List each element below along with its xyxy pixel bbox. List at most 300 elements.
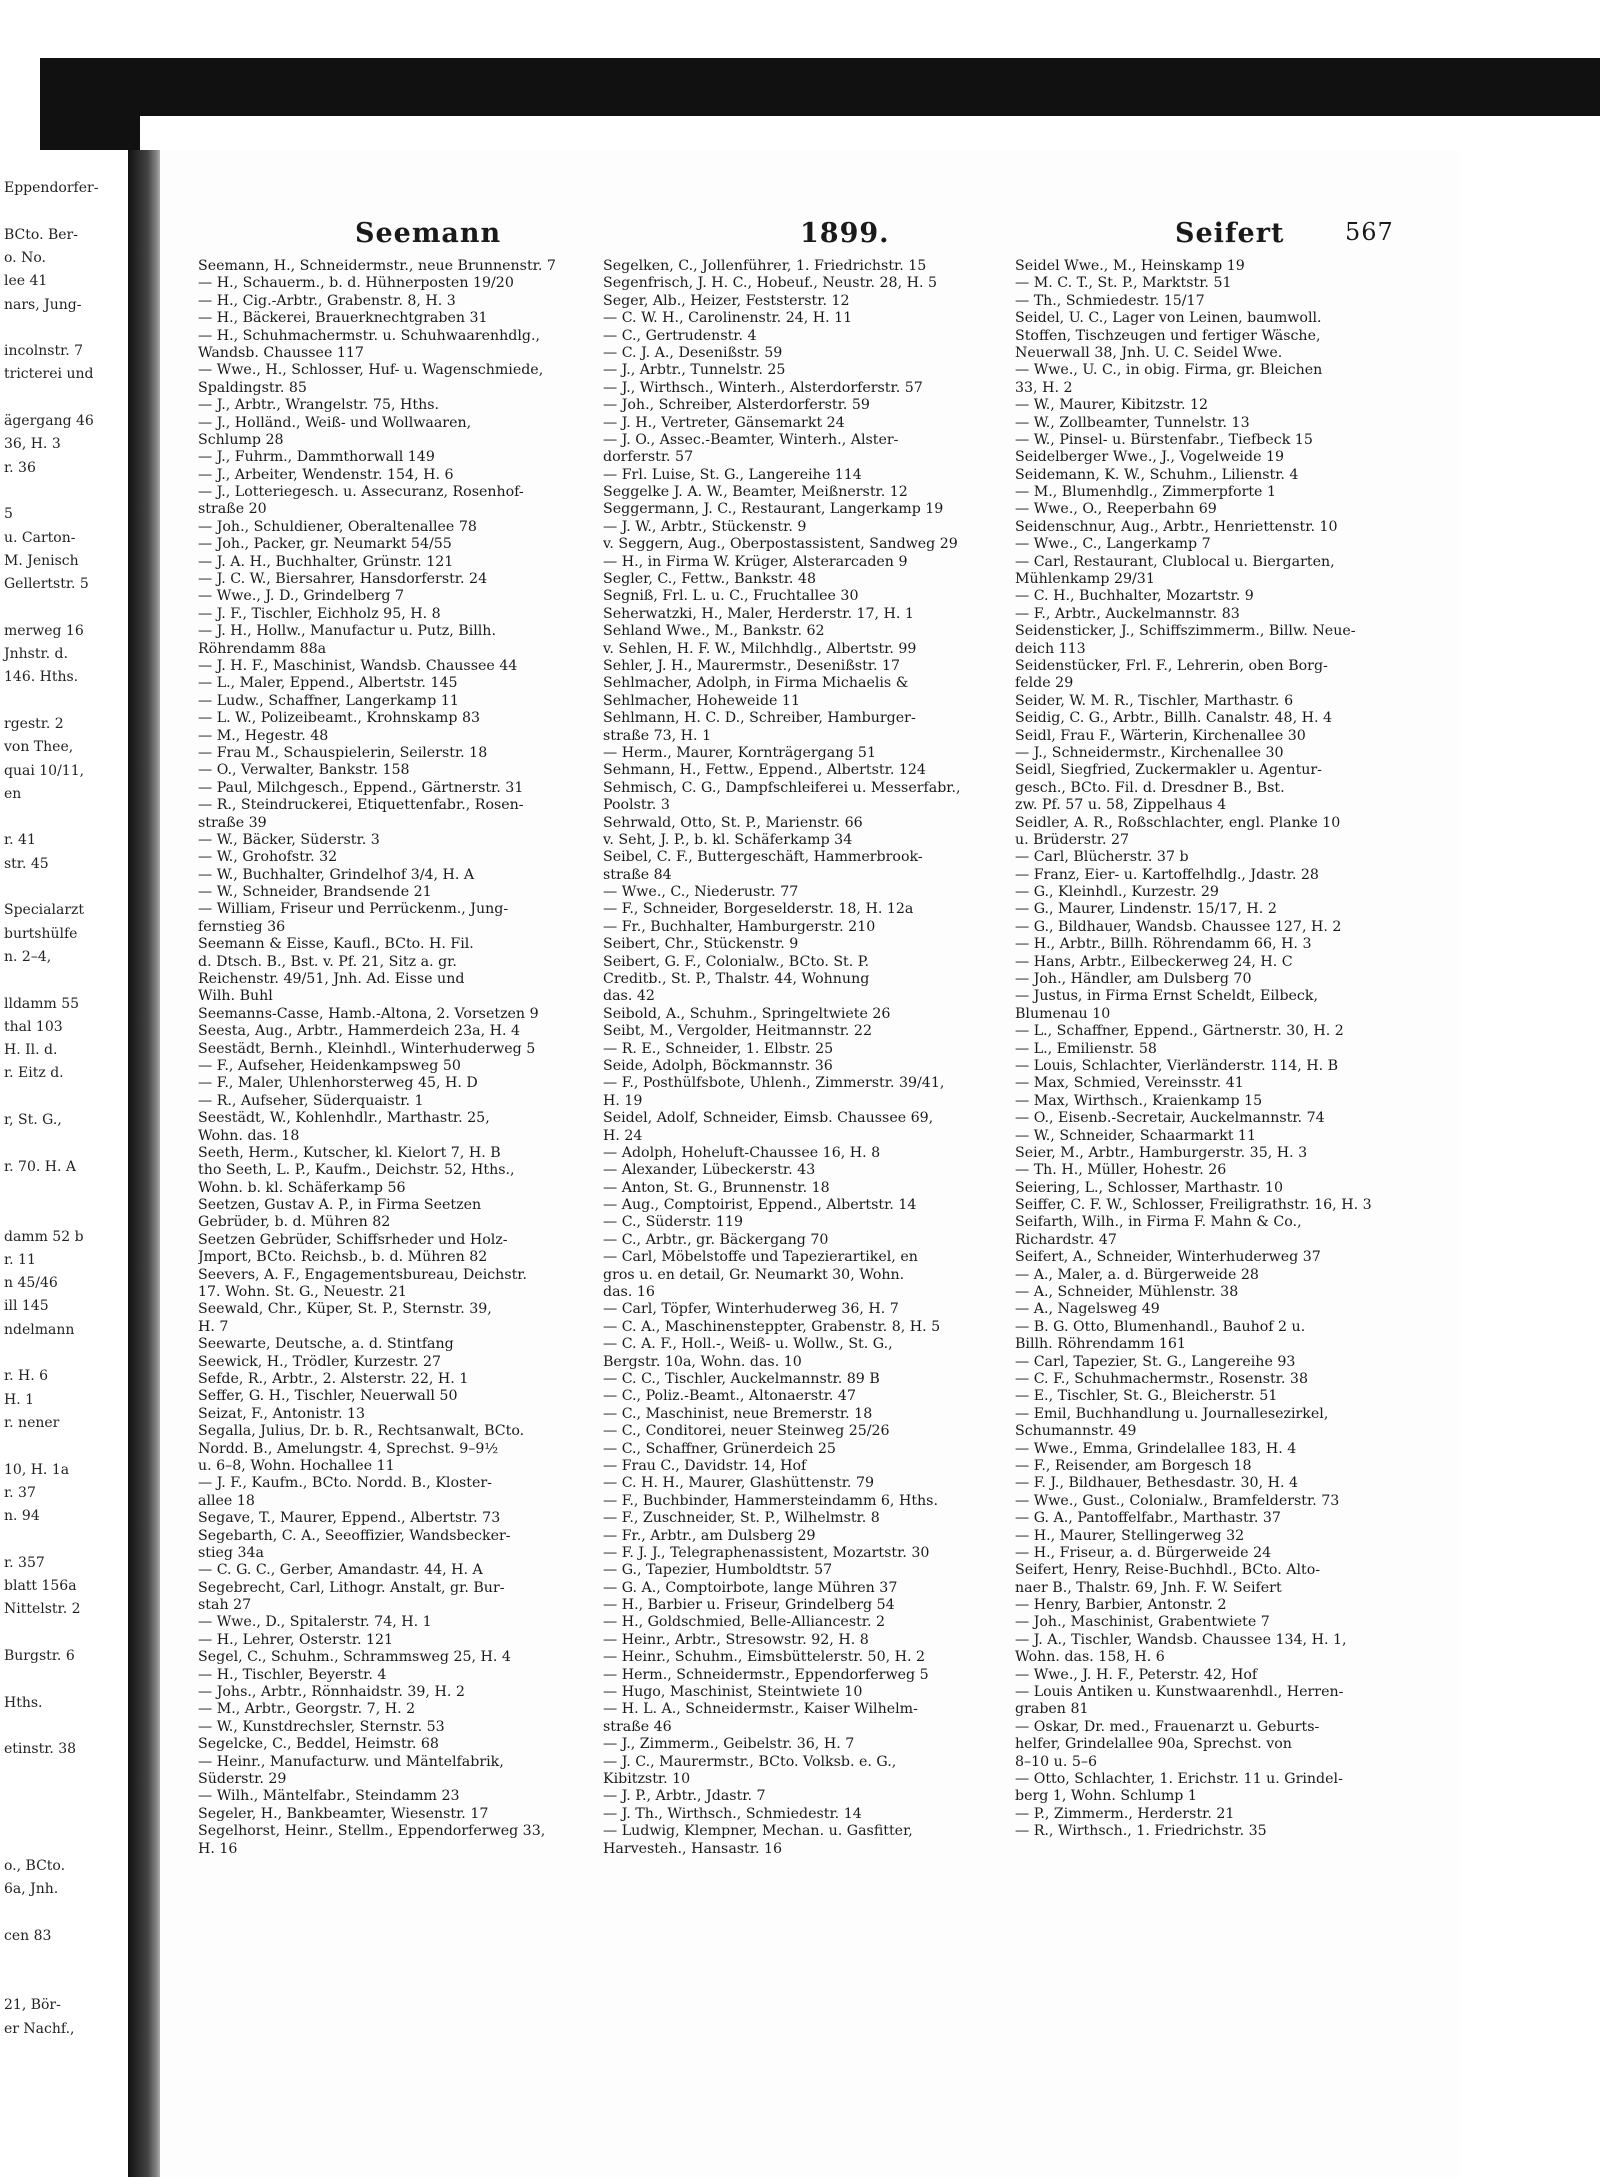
directory-entry-line: — W., Maurer, Kibitzstr. 12 — [1015, 397, 1209, 414]
left-page-text-fragment: H. Il. d. — [4, 1042, 58, 1059]
directory-entry-line: — Hugo, Maschinist, Steintwiete 10 — [603, 1684, 863, 1701]
directory-entry-line: Segler, C., Fettw., Bankstr. 48 — [603, 571, 817, 588]
directory-entry-line: — Max, Wirthsch., Kraienkamp 15 — [1015, 1092, 1263, 1109]
directory-entry-line: Seewarte, Deutsche, a. d. Stintfang — [198, 1336, 454, 1353]
directory-entry-line: Seiering, L., Schlosser, Marthastr. 10 — [1015, 1179, 1283, 1196]
directory-entry-line: Seifert, Henry, Reise-Buchhdl., BCto. Alto- — [1015, 1562, 1321, 1579]
directory-entry-line: Seizat, F., Antonistr. 13 — [198, 1405, 366, 1422]
directory-entry-line: — J. H. F., Maschinist, Wandsb. Chaussee 44 — [198, 657, 518, 674]
directory-entry-line: Seifarth, Wilh., in Firma F. Mahn & Co., — [1015, 1214, 1302, 1231]
directory-entry-line: berg 1, Wohn. Schlump 1 — [1015, 1788, 1197, 1805]
directory-entry-line: gesch., BCto. Fil. d. Dresdner B., Bst. — [1015, 779, 1285, 796]
directory-entry-line: Seidenschnur, Aug., Arbtr., Henriettenstr. 10 — [1015, 518, 1338, 535]
directory-entry-line: — E., Tischler, St. G., Bleicherstr. 51 — [1015, 1388, 1278, 1405]
left-page-text-fragment: merweg 16 — [4, 622, 84, 639]
directory-entry-line: — Emil, Buchhandlung u. Journallesezirkel, — [1015, 1405, 1329, 1422]
directory-entry-line: u. 6–8, Wohn. Hochallee 11 — [198, 1457, 395, 1474]
directory-entry-line: Seewick, H., Trödler, Kurzestr. 27 — [198, 1353, 442, 1370]
left-page-text-fragment: u. Carton- — [4, 529, 76, 546]
directory-entry-line: Seetzen, Gustav A. P., in Firma Seetzen — [198, 1197, 482, 1214]
directory-entry-line: — Herm., Schneidermstr., Eppendorferweg 5 — [603, 1666, 929, 1683]
directory-entry-line: Seier, M., Arbtr., Hamburgerstr. 35, H. 3 — [1015, 1144, 1308, 1161]
directory-entry-line: — J. H., Hollw., Manufactur u. Putz, Billh. — [198, 623, 496, 640]
directory-entry-line: Segalla, Julius, Dr. b. R., Rechtsanwalt, BCto. — [198, 1423, 525, 1440]
directory-entry-line: — Alexander, Lübeckerstr. 43 — [603, 1162, 816, 1179]
directory-entry-line: — H., Schauerm., b. d. Hühnerposten 19/20 — [198, 275, 514, 292]
directory-entry-line: — R., Aufseher, Süderquaistr. 1 — [198, 1092, 424, 1109]
directory-entry-line: H. 7 — [198, 1318, 229, 1335]
directory-entry-line: — W., Pinsel- u. Bürstenfabr., Tiefbeck 15 — [1015, 431, 1313, 448]
directory-entry-line: — F., Aufseher, Heidenkampsweg 50 — [198, 1057, 461, 1074]
left-page-text-fragment: M. Jenisch — [4, 552, 79, 569]
directory-entry-line: straße 39 — [198, 814, 267, 831]
directory-entry-line: Seibt, M., Vergolder, Heitmannstr. 22 — [603, 1023, 872, 1040]
directory-entry-line: straße 84 — [603, 866, 672, 883]
left-page-text-fragment: Hths. — [4, 1694, 43, 1711]
left-page-text-fragment: Jnhstr. d. — [4, 646, 68, 662]
directory-entry-line: — F., Schneider, Borgeselderstr. 18, H. 12a — [603, 901, 914, 918]
directory-entry-line: Segenfrisch, J. H. C., Hobeuf., Neustr. 28, H. 5 — [603, 275, 938, 292]
header-left-keyword: Seemann — [355, 218, 502, 249]
directory-entry-line: — Fr., Arbtr., am Dulsberg 29 — [603, 1527, 816, 1544]
directory-entry-line: — J. O., Assec.-Beamter, Winterh., Alster- — [603, 431, 899, 448]
directory-entry-line: straße 46 — [603, 1718, 672, 1735]
directory-entry-line: Segave, T., Maurer, Eppend., Albertstr. 73 — [198, 1510, 501, 1527]
directory-entry-line: Segelcke, C., Beddel, Heimstr. 68 — [198, 1736, 439, 1753]
left-page-text-fragment: nars, Jung- — [4, 296, 82, 313]
directory-entry-line: Segelhorst, Heinr., Stellm., Eppendorferweg 33, — [198, 1823, 546, 1840]
directory-entry-line: — J. Th., Wirthsch., Schmiedestr. 14 — [603, 1805, 862, 1822]
directory-entry-line: — Adolph, Hoheluft-Chaussee 16, H. 8 — [603, 1144, 881, 1161]
left-page-text-fragment: Specialarzt — [4, 902, 85, 919]
directory-entry-line: — Wwe., C., Langerkamp 7 — [1015, 536, 1211, 553]
directory-entry-line: — Ludw., Schaffner, Langerkamp 11 — [198, 692, 459, 709]
page-number: 567 — [1345, 218, 1394, 246]
directory-entry-line: — J. P., Arbtr., Jdastr. 7 — [603, 1788, 766, 1805]
directory-entry-line: — H., Bäckerei, Brauerknechtgraben 31 — [198, 310, 488, 327]
directory-entry-line: Seide, Adolph, Böckmannstr. 36 — [603, 1057, 833, 1074]
directory-entry-line: — Th. H., Müller, Hohestr. 26 — [1015, 1162, 1227, 1179]
directory-entry-line: — Aug., Comptoirist, Eppend., Albertstr. 14 — [603, 1197, 917, 1214]
left-page-text-fragment: Gellertstr. 5 — [4, 576, 89, 593]
left-page-text-fragment: ägergang 46 — [4, 413, 94, 429]
directory-entry-line: Seidl, Siegfried, Zuckermakler u. Agentur- — [1015, 762, 1322, 779]
directory-entry-line: deich 113 — [1015, 640, 1086, 657]
scan-border — [40, 58, 1600, 116]
directory-entry-line: dorferstr. 57 — [603, 449, 694, 466]
directory-entry-line: — J., Wirthsch., Winterh., Alsterdorferstr. 57 — [603, 379, 923, 396]
directory-entry-line: — Hans, Arbtr., Eilbeckerweg 24, H. C — [1015, 953, 1293, 970]
directory-entry-line: — L. W., Polizeibeamt., Krohnskamp 83 — [198, 710, 481, 727]
directory-entry-line: Mühlenkamp 29/31 — [1015, 571, 1155, 588]
directory-entry-line: das. 16 — [603, 1284, 655, 1301]
directory-entry-line: — C., Gertrudenstr. 4 — [603, 327, 757, 344]
directory-entry-line: Wohn. das. 18 — [198, 1127, 300, 1144]
directory-entry-line: — J. C., Maurermstr., BCto. Volksb. e. G., — [603, 1753, 897, 1770]
directory-entry-line: Seemann, H., Schneidermstr., neue Brunnenstr. 7 — [198, 258, 556, 274]
directory-entry-line: H. 16 — [198, 1840, 238, 1857]
directory-entry-line: Sehler, J. H., Maurermstr., Desenißstr. 17 — [603, 657, 901, 674]
directory-entry-line: Seiffer, C. F. W., Schlosser, Freiligrathstr. 16, H. 3 — [1015, 1197, 1372, 1214]
directory-entry-line: — Joh., Schreiber, Alsterdorferstr. 59 — [603, 397, 870, 414]
left-page-text-fragment: rgestr. 2 — [4, 715, 64, 732]
directory-entry-line: Seggelke J. A. W., Beamter, Meißnerstr. 12 — [603, 484, 908, 501]
directory-entry-line: 17. Wohn. St. G., Neuestr. 21 — [198, 1284, 407, 1301]
directory-entry-line: — F., Zuschneider, St. P., Wilhelmstr. 8 — [603, 1510, 880, 1527]
directory-entry-line: stah 27 — [198, 1597, 252, 1614]
directory-entry-line: Seetzen Gebrüder, Schiffsrheder und Holz- — [198, 1231, 508, 1248]
directory-entry-line: — C. J. A., Desenißstr. 59 — [603, 344, 783, 361]
directory-entry-line: straße 20 — [198, 501, 267, 518]
directory-entry-line: — Fr., Buchhalter, Hamburgerstr. 210 — [603, 918, 876, 935]
directory-entry-line: — Wwe., Emma, Grindelallee 183, H. 4 — [1015, 1440, 1297, 1457]
left-page-text-fragment: n. 94 — [4, 1508, 40, 1525]
directory-entry-line: — A., Maler, a. d. Bürgerweide 28 — [1015, 1266, 1259, 1283]
directory-entry-line: — C. C., Tischler, Auckelmannstr. 89 B — [603, 1371, 880, 1387]
left-page-text-fragment: damm 52 b — [4, 1228, 84, 1245]
left-page-text-fragment: lee 41 — [4, 273, 48, 290]
directory-entry-line: — O., Eisenb.-Secretair, Auckelmannstr. 74 — [1015, 1110, 1325, 1127]
directory-entry-line: — Oskar, Dr. med., Frauenarzt u. Geburts- — [1015, 1718, 1320, 1735]
directory-entry-line: — Joh., Schuldiener, Oberaltenallee 78 — [198, 518, 477, 535]
directory-entry-line: — J. F., Tischler, Eichholz 95, H. 8 — [198, 605, 441, 622]
directory-entry-line: — J., Holländ., Weiß- und Wollwaaren, — [198, 414, 472, 431]
directory-entry-line: helfer, Grindelallee 90a, Sprechst. von — [1015, 1736, 1292, 1753]
directory-entry-line: Segebarth, C. A., Seeoffizier, Wandsbecker- — [198, 1527, 511, 1544]
left-page-text-fragment: r. 36 — [4, 459, 36, 476]
left-page-text-fragment: lldamm 55 — [4, 995, 80, 1012]
directory-entry-line: — Joh., Packer, gr. Neumarkt 54/55 — [198, 536, 452, 553]
directory-entry-line: — Joh., Händler, am Dulsberg 70 — [1015, 971, 1252, 988]
directory-entry-line: — Louis Antiken u. Kunstwaarenhdl., Herren- — [1015, 1684, 1344, 1701]
directory-entry-line: — W., Schneider, Schaarmarkt 11 — [1015, 1127, 1256, 1144]
directory-entry-line: Seidel, Adolf, Schneider, Eimsb. Chaussee 69, — [603, 1110, 934, 1127]
directory-entry-line: Kibitzstr. 10 — [603, 1770, 691, 1787]
left-page-text-fragment: 10, H. 1a — [4, 1461, 70, 1478]
directory-entry-line: Seger, Alb., Heizer, Feststerstr. 12 — [603, 292, 850, 309]
directory-entry-line: — R. E., Schneider, 1. Elbstr. 25 — [603, 1040, 834, 1057]
directory-entry-line: — Wwe., D., Spitalerstr. 74, H. 1 — [198, 1614, 432, 1631]
directory-entry-line: — Wwe., Gust., Colonialw., Bramfelderstr. 73 — [1015, 1492, 1340, 1509]
directory-entry-line: — Carl, Restaurant, Clublocal u. Biergarten, — [1015, 553, 1335, 570]
directory-entry-line: H. 24 — [603, 1127, 643, 1144]
left-page-text-fragment: r. 70. H. A — [4, 1158, 76, 1175]
directory-entry-line: Blumenau 10 — [1015, 1005, 1111, 1022]
left-page-text-fragment: str. 45 — [4, 855, 49, 872]
left-page-text-fragment: 36, H. 3 — [4, 436, 61, 453]
directory-entry-line: — Heinr., Manufacturw. und Mäntelfabrik, — [198, 1753, 504, 1770]
directory-entry-line: — C. H., Buchhalter, Mozartstr. 9 — [1015, 588, 1254, 605]
directory-entry-line: — M. C. T., St. P., Marktstr. 51 — [1015, 275, 1232, 292]
directory-entry-line: Seider, W. M. R., Tischler, Marthastr. 6 — [1015, 692, 1294, 709]
directory-entry-line: — W., Zollbeamter, Tunnelstr. 13 — [1015, 414, 1250, 431]
directory-entry-line: H. 19 — [603, 1092, 643, 1109]
directory-entry-line: Schlump 28 — [198, 431, 284, 448]
directory-entry-line: Neuerwall 38, Jnh. U. C. Seidel Wwe. — [1015, 344, 1283, 361]
directory-entry-line: — J. F., Kaufm., BCto. Nordd. B., Kloster- — [198, 1475, 492, 1492]
directory-entry-line: — H., Barbier u. Friseur, Grindelberg 54 — [603, 1597, 895, 1614]
directory-entry-line: — A., Nagelsweg 49 — [1015, 1301, 1160, 1318]
directory-entry-line: Harvestеh., Hansastr. 16 — [603, 1840, 783, 1857]
left-page-text-fragment: burtshülfe — [4, 925, 78, 942]
directory-entry-line: — J., Arbeiter, Wendenstr. 154, H. 6 — [198, 466, 454, 483]
directory-entry-line: d. Dtsch. B., Bst. v. Pf. 21, Sitz a. gr. — [198, 953, 457, 970]
directory-entry-line: — Heinr., Arbtr., Stresowstr. 92, H. 8 — [603, 1631, 869, 1648]
directory-entry-line: — Wwe., H., Schlosser, Huf- u. Wagenschmiede, — [198, 362, 544, 379]
left-page-text-fragment: r. 41 — [4, 832, 36, 849]
header-right-keyword: Seifert — [1175, 218, 1285, 249]
left-page-fragment — [0, 150, 132, 2177]
directory-entry-line: — Wwe., O., Reeperbahn 69 — [1015, 501, 1217, 518]
directory-entry-line: — G. A., Pantoffelfabr., Marthastr. 37 — [1015, 1510, 1281, 1527]
directory-entry-line: — Heinr., Schuhm., Eimsbüttelerstr. 50, H. 2 — [603, 1649, 926, 1666]
directory-entry-line: Sehlmacher, Adolph, in Firma Michaelis & — [603, 675, 909, 692]
directory-entry-line: — H., Maurer, Stellingerweg 32 — [1015, 1527, 1245, 1544]
left-page-text-fragment: er Nachf., — [4, 2020, 75, 2037]
left-page-text-fragment: thal 103 — [4, 1018, 63, 1035]
directory-entry-line: — J., Zimmerm., Geibelstr. 36, H. 7 — [603, 1736, 855, 1753]
left-page-text-fragment: 146. Hths. — [4, 669, 79, 686]
directory-entry-line: straße 73, H. 1 — [603, 727, 712, 744]
directory-entry-line: Seibert, Chr., Stückenstr. 9 — [603, 936, 799, 953]
directory-entry-line: Seemann & Eisse, Kaufl., BCto. H. Fil. — [198, 936, 474, 953]
page-header — [355, 218, 1395, 254]
left-page-text-fragment: n 45/46 — [4, 1275, 58, 1292]
left-page-text-fragment: BCto. Ber- — [4, 226, 78, 243]
directory-entry-line: — M., Arbtr., Georgstr. 7, H. 2 — [198, 1701, 416, 1718]
left-page-text-fragment: cen 83 — [4, 1927, 52, 1944]
directory-entry-line: Seibert, G. F., Colonialw., BCto. St. P. — [603, 953, 869, 970]
directory-entry-line: — O., Verwalter, Bankstr. 158 — [198, 762, 410, 779]
directory-entry-line: — Henry, Barbier, Antonstr. 2 — [1015, 1597, 1227, 1614]
left-page-text-fragment: 6a, Jnh. — [4, 1880, 59, 1897]
directory-entry-line: — F. J., Bildhauer, Bethesdastr. 30, H. 4 — [1015, 1475, 1299, 1492]
directory-entry-line: 33, H. 2 — [1015, 379, 1073, 396]
directory-entry-line: — B. G. Otto, Blumenhandl., Bauhof 2 u. — [1015, 1318, 1306, 1335]
directory-entry-line: — Th., Schmiedestr. 15/17 — [1015, 292, 1205, 309]
directory-entry-line: — F., Arbtr., Auckelmannstr. 83 — [1015, 605, 1240, 622]
left-page-text-fragment: r. 11 — [4, 1251, 36, 1268]
directory-entry-line: Gebrüder, b. d. Mühren 82 — [198, 1214, 391, 1231]
directory-entry-line: — C. F., Schuhmachermstr., Rosenstr. 38 — [1015, 1371, 1308, 1387]
directory-entry-line: Stoffen, Tischzeugen und fertiger Wäsche, — [1015, 327, 1321, 344]
left-page-text-fragment: ndelmann — [4, 1321, 75, 1338]
directory-entry-line: — Frau C., Davidstr. 14, Hof — [603, 1457, 807, 1474]
directory-entry-line: Sehmisch, C. G., Dampfschleiferei u. Messerfabr., — [603, 779, 961, 796]
left-page-text-fragment: H. 1 — [4, 1391, 35, 1408]
directory-entry-line: Segniß, Frl. L. u. C., Fruchtallee 30 — [603, 588, 859, 605]
directory-entry-line: — F., Buchbinder, Hammersteindamm 6, Hths. — [603, 1492, 938, 1509]
directory-entry-line: Spaldingstr. 85 — [198, 379, 307, 396]
directory-entry-line: — Wilh., Mäntelfabr., Steindamm 23 — [198, 1788, 460, 1805]
left-page-text-fragment: Burgstr. 6 — [4, 1647, 75, 1664]
directory-column-3 — [1015, 258, 1401, 1841]
directory-entry-line: Wohn. das. 158, H. 6 — [1015, 1649, 1165, 1666]
left-page-text-fragment: Eppendorfer- — [4, 180, 99, 196]
directory-entry-line: Wohn. b. kl. Schäferkamp 56 — [198, 1179, 406, 1196]
directory-entry-line: graben 81 — [1015, 1701, 1089, 1718]
left-page-text-fragment: 21, Bör- — [4, 1997, 61, 2014]
directory-entry-line: 8–10 u. 5–6 — [1015, 1753, 1097, 1770]
left-page-text-fragment: Nittelstr. 2 — [4, 1601, 81, 1618]
directory-entry-line: Seevers, A. F., Engagementsbureau, Deichstr. — [198, 1266, 528, 1283]
directory-entry-line: — H. L. A., Schneidermstr., Kaiser Wilhelm- — [603, 1701, 918, 1718]
directory-entry-line: Segebrecht, Carl, Lithogr. Anstalt, gr. Bur- — [198, 1579, 505, 1596]
directory-entry-line: — J., Arbtr., Wrangelstr. 75, Hths. — [198, 397, 440, 414]
directory-entry-line: Seffer, G. H., Tischler, Neuerwall 50 — [198, 1388, 458, 1405]
directory-entry-line: Bergstr. 10a, Wohn. das. 10 — [603, 1353, 802, 1370]
directory-entry-line: Poolstr. 3 — [603, 797, 670, 814]
directory-entry-line: — G., Maurer, Lindenstr. 15/17, H. 2 — [1015, 901, 1277, 918]
left-page-text-fragment: en — [4, 785, 22, 802]
directory-entry-line: Billh. Röhrendamm 161 — [1015, 1336, 1186, 1353]
directory-entry-line: u. Brüderstr. 27 — [1015, 831, 1130, 848]
directory-entry-line: — Carl, Möbelstoffe und Tapezierartikel, en — [603, 1249, 918, 1266]
directory-entry-line: — C., Schaffner, Grünerdeich 25 — [603, 1440, 836, 1457]
directory-entry-line: — Frl. Luise, St. G., Langereihe 114 — [603, 466, 862, 483]
directory-entry-line: — G., Kleinhdl., Kurzestr. 29 — [1015, 884, 1219, 901]
directory-entry-line: — W., Kunstdrechsler, Sternstr. 53 — [198, 1718, 445, 1735]
directory-entry-line: — F., Maler, Uhlenhorsterweg 45, H. D — [198, 1075, 478, 1092]
directory-entry-line: zw. Pf. 57 u. 58, Zippelhaus 4 — [1015, 797, 1227, 814]
directory-entry-line: — L., Emilienstr. 58 — [1015, 1040, 1157, 1057]
directory-entry-line: — Herm., Maurer, Kornträgergang 51 — [603, 744, 876, 761]
left-page-text-fragment: r, St. G., — [4, 1112, 62, 1128]
directory-entry-line: Süderstr. 29 — [198, 1770, 287, 1787]
directory-entry-line: — W., Bäcker, Süderstr. 3 — [198, 831, 380, 848]
directory-entry-line: Seidel, U. C., Lager von Leinen, baumwoll. — [1015, 310, 1322, 327]
directory-entry-line: — F. J. J., Telegraphenassistent, Mozartstr. 30 — [603, 1544, 930, 1561]
left-page-text-fragment: r. nener — [4, 1414, 60, 1431]
directory-entry-line: — Carl, Töpfer, Winterhuderweg 36, H. 7 — [603, 1301, 899, 1318]
directory-entry-line: — Justus, in Firma Ernst Scheldt, Eilbeck, — [1015, 988, 1318, 1005]
directory-entry-line: Wilh. Buhl — [198, 988, 273, 1005]
directory-entry-line: — Frau M., Schauspielerin, Seilerstr. 18 — [198, 744, 488, 761]
directory-entry-line: — J. A., Tischler, Wandsb. Chaussee 134, H. 1, — [1015, 1631, 1347, 1648]
directory-entry-line: — L., Schaffner, Eppend., Gärtnerstr. 30, H. 2 — [1015, 1023, 1344, 1040]
directory-entry-line: das. 42 — [603, 988, 655, 1005]
directory-entry-line: — Paul, Milchgesch., Eppend., Gärtnerstr. 31 — [198, 779, 524, 796]
directory-entry-line: — A., Schneider, Mühlenstr. 38 — [1015, 1284, 1239, 1301]
directory-entry-line: Seidemann, K. W., Schuhm., Lilienstr. 4 — [1015, 466, 1299, 483]
left-page-text-fragment: r. 37 — [4, 1484, 36, 1501]
left-page-text-fragment: quai 10/11, — [4, 762, 85, 779]
directory-entry-line: — Franz, Eier- u. Kartoffelhdlg., Jdastr. 28 — [1015, 866, 1319, 883]
directory-entry-line: Nordd. B., Amelungstr. 4, Sprechst. 9–9½ — [198, 1440, 499, 1457]
left-page-text-fragment: r. 357 — [4, 1554, 45, 1571]
directory-entry-line: — G., Bildhauer, Wandsb. Chaussee 127, H. 2 — [1015, 918, 1342, 935]
directory-entry-line: v. Seht, J. P., b. kl. Schäferkamp 34 — [603, 831, 853, 848]
directory-entry-line: — H., Goldschmied, Belle-Alliancestr. 2 — [603, 1614, 886, 1631]
left-page-text-fragment: 5 — [4, 506, 13, 523]
directory-entry-line: — H., Cig.-Arbtr., Grabenstr. 8, H. 3 — [198, 292, 456, 309]
directory-entry-line: — Max, Schmied, Vereinsstr. 41 — [1015, 1075, 1244, 1092]
book-spine — [128, 150, 164, 2177]
directory-entry-line: Seggermann, J. C., Restaurant, Langerkamp 19 — [603, 501, 944, 518]
directory-entry-line: — G. A., Comptoirbote, lange Mühren 37 — [603, 1579, 898, 1596]
left-page-text-fragment: ill 145 — [4, 1298, 49, 1315]
directory-entry-line: — Wwe., C., Niederustr. 77 — [603, 884, 799, 901]
directory-entry-line: — C. A. F., Holl.-, Weiß- u. Wollw., St. G., — [603, 1336, 893, 1353]
directory-entry-line: — M., Blumenhdlg., Zimmerpforte 1 — [1015, 484, 1276, 501]
directory-entry-line: Creditb., St. P., Thalstr. 44, Wohnung — [603, 971, 870, 988]
directory-entry-line: fernstieg 36 — [198, 918, 286, 935]
directory-column-2 — [603, 258, 1001, 1858]
left-page-text-fragment: incolnstr. 7 — [4, 343, 84, 360]
left-page-text-fragment: r. H. 6 — [4, 1368, 49, 1385]
directory-entry-line: — W., Buchhalter, Grindelhof 3/4, H. A — [198, 866, 475, 883]
directory-entry-line: tho Seeth, L. P., Kaufm., Deichstr. 52, Hths., — [198, 1162, 515, 1179]
directory-entry-line: — C. G. C., Gerber, Amandastr. 44, H. A — [198, 1562, 483, 1579]
directory-entry-line: — C., Süderstr. 119 — [603, 1214, 743, 1231]
directory-entry-line: — Louis, Schlachter, Vierländerstr. 114, H. B — [1015, 1057, 1339, 1074]
directory-entry-line: stieg 34a — [198, 1544, 265, 1561]
directory-entry-line: — Anton, St. G., Brunnenstr. 18 — [603, 1179, 830, 1196]
directory-entry-line: Seestädt, Bernh., Kleinhdl., Winterhuderweg 5 — [198, 1040, 536, 1057]
directory-entry-line: Seeth, Herm., Kutscher, kl. Kielort 7, H. B — [198, 1144, 501, 1161]
directory-entry-line: allee 18 — [198, 1492, 255, 1509]
directory-entry-line: — C. W. H., Carolinenstr. 24, H. 11 — [603, 310, 853, 327]
directory-entry-line: — Wwe., J. D., Grindelberg 7 — [198, 588, 405, 605]
directory-entry-line: Richardstr. 47 — [1015, 1231, 1117, 1248]
directory-entry-line: Wandsb. Chaussee 117 — [198, 344, 364, 361]
left-page-text-fragment: tricterei und — [4, 366, 94, 383]
directory-entry-line: — F., Reisender, am Borgesch 18 — [1015, 1457, 1252, 1474]
directory-entry-line: v. Sehlen, H. F. W., Milchhdlg., Albertstr. 99 — [603, 640, 917, 657]
directory-entry-line: — C., Poliz.-Beamt., Altonaerstr. 47 — [603, 1388, 856, 1405]
directory-entry-line: Seidler, A. R., Roßschlachter, engl. Planke 10 — [1015, 814, 1341, 831]
directory-entry-line: — Carl, Tapezier, St. G., Langereihe 93 — [1015, 1353, 1296, 1370]
directory-entry-line: — H., Schuhmachermstr. u. Schuhwaarenhdlg., — [198, 327, 540, 344]
left-page-text-fragment: n. 2–4, — [4, 948, 52, 965]
directory-entry-line: — J. W., Arbtr., Stückenstr. 9 — [603, 518, 807, 535]
left-page-text-fragment: blatt 156a — [4, 1578, 77, 1594]
directory-entry-line: Segel, C., Schuhm., Schrammsweg 25, H. 4 — [198, 1649, 511, 1666]
directory-entry-line: Seidl, Frau F., Wärterin, Kirchenallee 30 — [1015, 727, 1306, 744]
directory-entry-line: — Johs., Arbtr., Rönnhaidstr. 39, H. 2 — [198, 1684, 465, 1701]
directory-entry-line: Seidig, C. G., Arbtr., Billh. Canalstr. 48, H. 4 — [1015, 710, 1333, 727]
directory-entry-line: Seifert, A., Schneider, Winterhuderweg 37 — [1015, 1249, 1321, 1266]
directory-entry-line: Seemanns-Casse, Hamb.-Altona, 2. Vorsetzen 9 — [198, 1005, 539, 1022]
left-page-text-fragment: r. Eitz d. — [4, 1065, 64, 1082]
left-page-text-fragment: o. No. — [4, 249, 46, 266]
directory-entry-line: — Carl, Blücherstr. 37 b — [1015, 849, 1189, 866]
directory-entry-line: Segeler, H., Bankbeamter, Wiesenstr. 17 — [198, 1805, 489, 1822]
directory-entry-line: — C. H. H., Maurer, Glashüttenstr. 79 — [603, 1475, 875, 1492]
directory-entry-line: — R., Wirthsch., 1. Friedrichstr. 35 — [1015, 1823, 1267, 1840]
directory-entry-line: — P., Zimmerm., Herderstr. 21 — [1015, 1805, 1235, 1822]
directory-entry-line: — C., Conditorei, neuer Steinweg 25/26 — [603, 1423, 890, 1440]
directory-entry-line: — J., Schneidermstr., Kirchenallee 30 — [1015, 744, 1284, 761]
directory-entry-line: — M., Hegestr. 48 — [198, 727, 329, 744]
directory-entry-line: Seidenstücker, Frl. F., Lehrerin, oben Borg- — [1015, 657, 1328, 674]
directory-entry-line: — G., Tapezier, Humboldtstr. 57 — [603, 1562, 833, 1579]
directory-entry-line: Sehlmacher, Hoheweide 11 — [603, 692, 800, 709]
directory-entry-line: Sefde, R., Arbtr., 2. Alsterstr. 22, H. 1 — [198, 1371, 469, 1387]
directory-entry-line: — H., Friseur, a. d. Bürgerweide 24 — [1015, 1544, 1272, 1561]
directory-entry-line: — C. A., Maschinensteppter, Grabenstr. 8, H. 5 — [603, 1318, 941, 1335]
directory-entry-line: Sehland Wwe., M., Bankstr. 62 — [603, 623, 825, 640]
directory-entry-line: — William, Friseur und Perrückenm., Jung- — [198, 901, 509, 918]
directory-entry-line: Reichenstr. 49/51, Jnh. Ad. Eisse und — [198, 971, 465, 988]
directory-entry-line: Seibold, A., Schuhm., Springeltwiete 26 — [603, 1005, 891, 1022]
directory-entry-line: — H., Arbtr., Billh. Röhrendamm 66, H. 3 — [1015, 936, 1312, 953]
directory-entry-line: felde 29 — [1015, 675, 1074, 692]
directory-entry-line: — R., Steindruckerei, Etiquettenfabr., Rosen- — [198, 797, 524, 814]
directory-entry-line: — J., Fuhrm., Dammthorwall 149 — [198, 449, 435, 466]
directory-column-1 — [198, 258, 590, 1858]
directory-entry-line: naer B., Thalstr. 69, Jnh. F. W. Seifert — [1015, 1579, 1282, 1596]
